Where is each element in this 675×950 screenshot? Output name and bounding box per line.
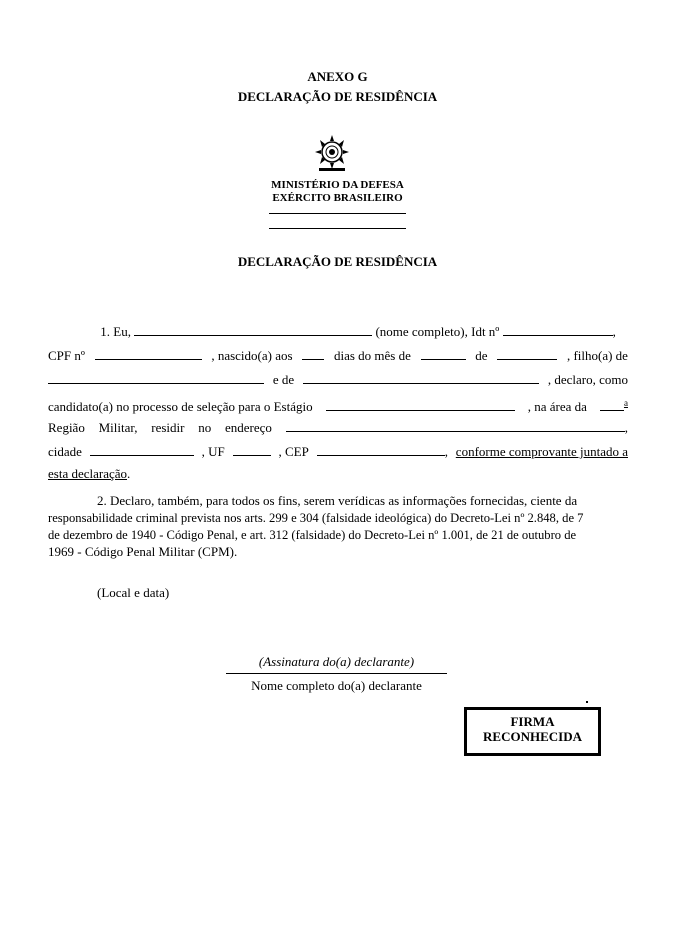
para1-line3: e de , declaro, como xyxy=(48,371,628,387)
para1-line7: esta declaração. xyxy=(48,466,131,481)
ministry-label: MINISTÉRIO DA DEFESA xyxy=(271,179,404,191)
birth-month-blank[interactable] xyxy=(421,347,466,360)
coat-of-arms-emblem xyxy=(311,133,353,175)
header-line-1 xyxy=(269,213,406,214)
cep-blank[interactable] xyxy=(317,443,445,456)
address-blank[interactable] xyxy=(286,419,625,432)
para1-line4: candidato(a) no processo de seleção para o Estágio , na área da $^a$ xyxy=(48,398,628,415)
header-line-2 xyxy=(269,228,406,229)
stamp-line-2: RECONHECIDA xyxy=(483,729,582,744)
annex-label: ANEXO G xyxy=(307,69,368,84)
para1-line1: 1. Eu, (nome completo), Idt nº , xyxy=(100,324,616,339)
text-eu: 1. Eu, xyxy=(100,324,131,339)
page-title: DECLARAÇÃO DE RESIDÊNCIA xyxy=(237,89,438,104)
place-date-label: (Local e data) xyxy=(97,585,170,600)
birth-day-blank[interactable] xyxy=(302,347,324,360)
para1-line6: cidade , UF , CEP , conforme comprovante juntado a xyxy=(48,444,628,459)
text-idt: (nome completo), Idt nº xyxy=(375,324,500,339)
notarized-stamp-box xyxy=(464,707,601,756)
idt-blank[interactable] xyxy=(503,323,613,336)
dot-mark xyxy=(586,701,588,703)
birth-year-blank[interactable] xyxy=(497,347,557,360)
city-blank[interactable] xyxy=(90,443,194,456)
course-blank[interactable] xyxy=(326,398,515,411)
para1-line5: Região Militar, residir no endereço , xyxy=(48,420,628,435)
signature-line[interactable] xyxy=(226,673,447,674)
army-label: EXÉRCITO BRASILEIRO xyxy=(272,192,403,204)
father-name-blank[interactable] xyxy=(48,371,264,384)
mother-name-blank[interactable] xyxy=(303,371,539,384)
military-region-blank[interactable] xyxy=(600,398,624,411)
document-title: DECLARAÇÃO DE RESIDÊNCIA xyxy=(237,254,438,269)
cpf-blank[interactable] xyxy=(95,347,202,360)
para2-line2: responsabilidade criminal prevista nos arts. 299 e 304 (falsidade ideológica) do Decreto-Lei nº 2.848, de 7 xyxy=(48,511,584,525)
para2-line3: de dezembro de 1940 - Código Penal, e art. 312 (falsidade) do Decreto-Lei nº 1.001, de 21 de outubro de xyxy=(48,528,577,542)
full-name-blank[interactable] xyxy=(134,323,372,336)
uf-blank[interactable] xyxy=(233,443,271,456)
para2-line4: 1969 - Código Penal Militar (CPM). xyxy=(48,544,238,559)
para2-line1: 2. Declaro, também, para todos os fins, serem verídicas as informações fornecidas, ciente da xyxy=(97,493,578,508)
signatory-name-label: Nome completo do(a) declarante xyxy=(251,678,422,693)
signature-label: (Assinatura do(a) declarante) xyxy=(258,654,415,669)
para1-line2: CPF nº , nascido(a) aos dias do mês de de , filho(a) de xyxy=(48,348,628,363)
stamp-line-1: FIRMA xyxy=(510,714,555,729)
